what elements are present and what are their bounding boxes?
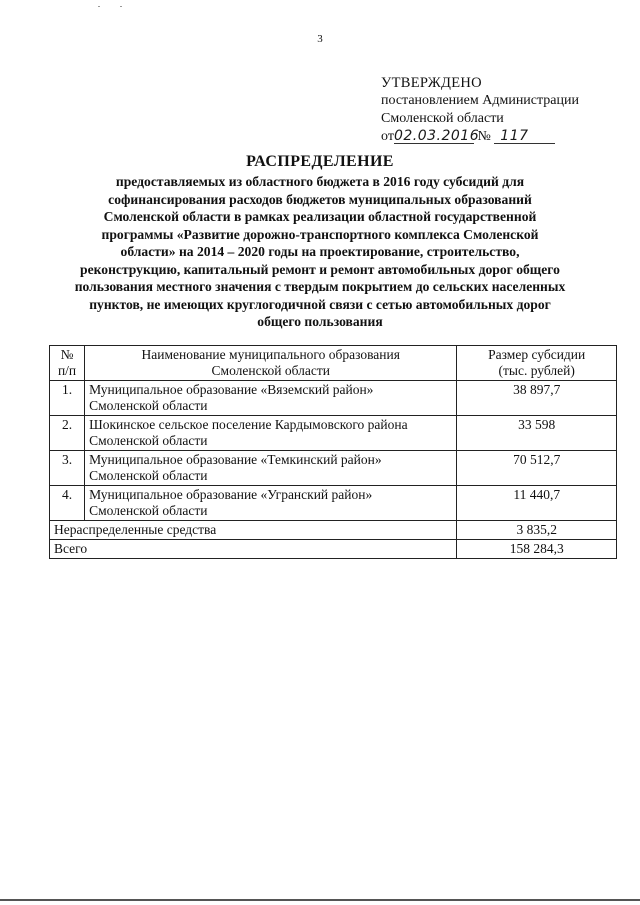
table-row bbox=[50, 486, 617, 521]
row-name-line1: Шокинское сельское поселение Кардымовского района bbox=[89, 417, 408, 432]
header-name bbox=[85, 346, 457, 381]
subtitle-line: области» на 2014 – 2020 годы на проектирование, строительство, bbox=[120, 244, 520, 259]
row-num: 1. bbox=[50, 381, 85, 416]
header-name-line2: Смоленской области bbox=[211, 363, 330, 378]
row-name-line2: Смоленской области bbox=[89, 433, 208, 448]
row-name bbox=[85, 381, 457, 416]
unallocated-label: Нераспределенные средства bbox=[50, 521, 457, 540]
row-name bbox=[85, 486, 457, 521]
approval-stamp bbox=[381, 74, 631, 146]
handwritten-number: 117 bbox=[494, 130, 555, 144]
subtitle-line: предоставляемых из областного бюджета в 2016 году субсидий для bbox=[115, 174, 525, 189]
total-label: Всего bbox=[50, 540, 457, 559]
document-title: РАСПРЕДЕЛЕНИЕ bbox=[246, 153, 394, 170]
unallocated-amount: 3 835,2 bbox=[457, 521, 617, 540]
subtitle-line: пунктов, не имеющих круглогодичной связи с сетью автомобильных дорог bbox=[89, 296, 551, 312]
approval-date-line bbox=[381, 128, 631, 146]
page-number: 3 bbox=[317, 33, 323, 45]
row-num: 3. bbox=[50, 451, 85, 486]
date-prefix: от bbox=[381, 129, 394, 144]
row-amount: 33 598 bbox=[457, 416, 617, 451]
row-name-line1: Муниципальное образование «Угранский район» bbox=[89, 487, 373, 502]
header-amount-line2: (тыс. рублей) bbox=[498, 363, 575, 378]
row-name-line1: Муниципальное образование «Темкинский район» bbox=[89, 452, 382, 467]
scan-speck bbox=[98, 6, 100, 7]
header-num-line1: № bbox=[60, 347, 74, 362]
unallocated-row bbox=[50, 521, 617, 540]
row-num: 4. bbox=[50, 486, 85, 521]
subtitle-line: софинансирования расходов бюджетов муниципальных образований bbox=[108, 191, 532, 207]
header-name-line1: Наименование муниципального образования bbox=[141, 347, 400, 362]
total-row bbox=[50, 540, 617, 559]
header-num bbox=[50, 346, 85, 381]
handwritten-date: 02.03.2016 bbox=[393, 128, 480, 144]
row-name bbox=[85, 416, 457, 451]
subtitle-line: Смоленской области в рамках реализации областной государственной bbox=[103, 209, 537, 224]
row-name-line2: Смоленской области bbox=[89, 398, 208, 413]
row-name-line2: Смоленской области bbox=[89, 503, 208, 518]
subtitle-line: программы «Развитие дорожно-транспортного комплекса Смоленской bbox=[101, 226, 539, 242]
table-row bbox=[50, 381, 617, 416]
document-subtitle bbox=[60, 173, 580, 331]
subtitle-line: общего пользования bbox=[257, 314, 383, 329]
table-row bbox=[50, 451, 617, 486]
row-amount: 38 897,7 bbox=[457, 381, 617, 416]
scan-speck bbox=[120, 6, 122, 7]
approval-line-2: Смоленской области bbox=[381, 111, 504, 126]
number-label: № bbox=[477, 129, 491, 144]
header-num-line2: п/п bbox=[57, 363, 77, 378]
subtitle-line: пользования местного значения с твердым покрытием до сельских населенных bbox=[74, 279, 566, 294]
approval-line-1: постановлением Администрации bbox=[381, 93, 579, 108]
subtitle-line: реконструкцию, капитальный ремонт и ремонт автомобильных дорог общего bbox=[80, 261, 560, 277]
row-name-line1: Муниципальное образование «Вяземский район» bbox=[89, 382, 374, 397]
row-num: 2. bbox=[50, 416, 85, 451]
total-amount: 158 284,3 bbox=[457, 540, 617, 559]
scan-edge-line bbox=[0, 899, 640, 901]
table-header-row bbox=[50, 346, 617, 381]
row-amount: 70 512,7 bbox=[457, 451, 617, 486]
row-amount: 11 440,7 bbox=[457, 486, 617, 521]
subsidy-table bbox=[49, 345, 617, 559]
approval-heading: УТВЕРЖДЕНО bbox=[381, 75, 482, 91]
row-name bbox=[85, 451, 457, 486]
header-amount-line1: Размер субсидии bbox=[488, 347, 586, 362]
table-row bbox=[50, 416, 617, 451]
row-name-line2: Смоленской области bbox=[89, 468, 208, 483]
header-amount bbox=[457, 346, 617, 381]
